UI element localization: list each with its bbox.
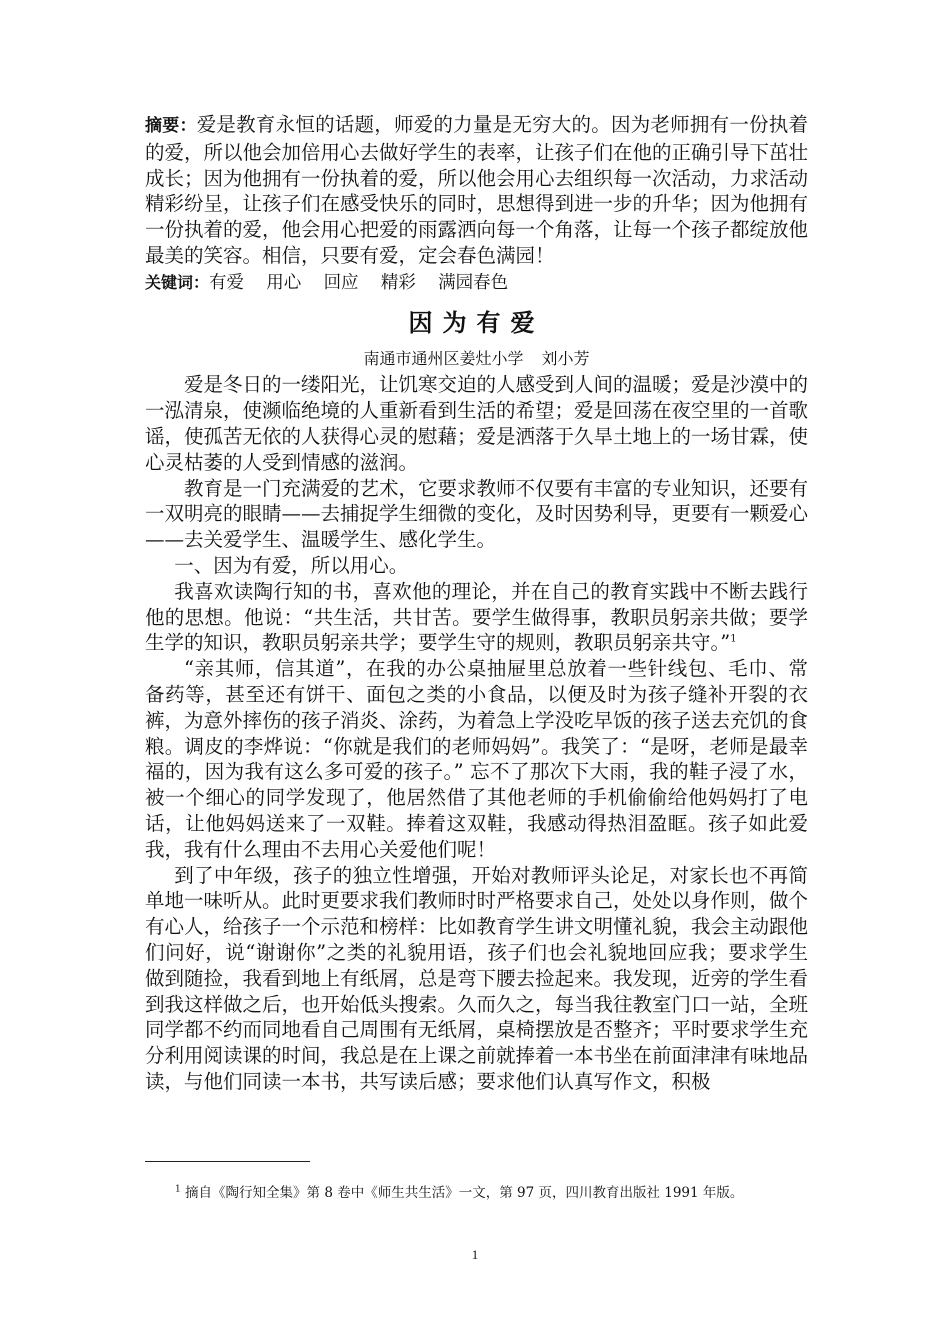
keyword-item: 满园春色 [438,272,509,293]
author-affiliation: 南通市通州区姜灶小学 [363,349,524,369]
abstract-colon: ： [179,116,197,136]
section-heading-1: 一、因为有爱，所以用心。 [174,553,409,577]
author-name: 刘小芳 [541,349,590,369]
footnote-reference[interactable]: 1 [730,633,737,645]
footnote-mark: 1 [175,1184,181,1195]
body-paragraph-3 [145,579,808,656]
keywords [145,270,808,297]
body-paragraph-3-text: 我喜欢读陶行知的书，喜欢他的理论，并在自己的教育实践中不断去践行他的思想。他说：“共生活，共甘苦。要学生做得事，教职员躬亲共做；要学生学的知识，教职员躬亲共学；要学生守的规则，教职员躬亲共守。” [145,579,808,655]
body-paragraph-2: 教育是一门充满爱的艺术，它要求教师不仅要有丰富的专业知识，还要有一双明亮的眼睛——去捕捉学生细微的变化，及时因势利导，更要有一颗爱心——去关爱学生、温暖学生、感化学生。 [145,476,809,552]
abstract-text: 爱是教育永恒的话题，师爱的力量是无穷大的。因为老师拥有一份执着的爱，所以他会加倍用心去做好学生的表率，让孩子们在他的正确引导下茁壮成长；因为他拥有一份执着的爱，所以他会用心去组织每一次活动，力求活动精彩纷呈，让孩子们在感受快乐的同时，思想得到进一步的升华；因为他拥有一份执着的爱，他会用心把爱的雨露洒向每一个角落，让每一个孩子都绽放他最美的笑容。相信，只要有爱，定会春色满园！ [145,113,809,267]
document-page [145,112,808,1095]
keyword-item: 用心 [266,272,302,293]
footnote-text: 摘自《陶行知全集》第 8 卷中《师生共生活》一文，第 97 页，四川教育出版社 1991 年版。 [185,1185,744,1201]
keyword-item: 回应 [323,272,359,293]
footnote-divider [145,1161,310,1162]
abstract [145,112,808,269]
page-number: 1 [471,1247,479,1262]
body-paragraph-1: 爱是冬日的一缕阳光，让饥寒交迫的人感受到人间的温暖；爱是沙漠中的一泓清泉，使濒临绝境的人重新看到生活的希望；爱是回荡在夜空里的一首歌谣，使孤苦无依的人获得心灵的慰藉；爱是洒落于久旱土地上的一场甘霖，使心灵枯萎的人受到情感的滋润。 [145,373,809,474]
abstract-label: 摘要 [145,116,180,136]
author-line [145,348,808,370]
footnote [175,1181,835,1201]
keyword-item: 精彩 [380,272,416,293]
keywords-label: 关键词 [145,272,194,292]
body-paragraph-4: “亲其师，信其道”，在我的办公桌抽屉里总放着一些针线包、毛巾、常备药等，甚至还有饼干、面包之类的小食品，以便及时为孩子缝补开裂的衣裤，为意外摔伤的孩子消炎、涂药，为着急上学没吃早饭的孩子送去充饥的食粮。调皮的李烨说：“你就是我们的老师妈妈”。我笑了：“是呀，老师是最幸福的，因为我有这么多可爱的孩子。” 忘不了那次下大雨，我的鞋子浸了水，被一个细心的同学发现了，他居然借了其他老师的手机偷偷给他妈妈打了电话，让他妈妈送来了一双鞋。捧着这双鞋，我感动得热泪盈眶。孩子如此爱我，我有什么理由不去用心关爱他们呢！ [145,657,809,861]
keyword-item: 有爱 [209,272,245,293]
body-paragraph-5: 到了中年级，孩子的独立性增强，开始对教师评头论足，对家长也不再简单地一味听从。此时更要求我们教师时时严格要求自己，处处以身作则，做个有心人，给孩子一个示范和榜样：比如教育学生讲文明懂礼貌，我会主动跟他们问好，说“谢谢你”之类的礼貌用语，孩子们也会礼貌地回应我；要求学生做到随捡，我看到地上有纸屑，总是弯下腰去捡起来。我发现，近旁的学生看到我这样做之后，也开始低头搜索。久而久之，每当我往教室门口一站，全班同学都不约而同地看自己周围有无纸屑，桌椅摆放是否整齐；平时要求学生充分利用阅读课的时间，我总是在上课之前就捧着一本书坐在前面津津有味地品读，与他们同读一本书，共写读后感；要求他们认真写作文，积极 [145,863,809,1093]
article-title: 因为有爱 [408,308,545,337]
keywords-colon: ： [193,272,210,292]
